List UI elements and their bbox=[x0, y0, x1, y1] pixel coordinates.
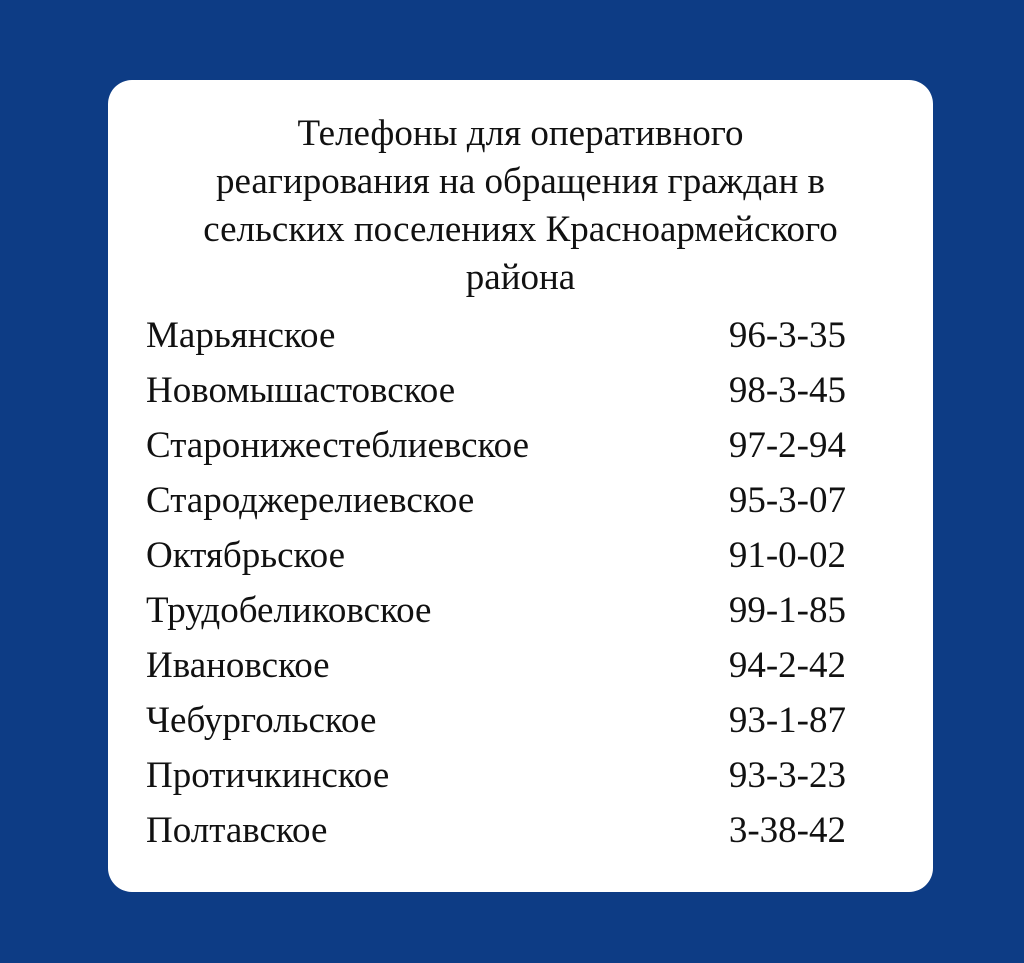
phone-number: 99-1-85 bbox=[728, 590, 846, 631]
table-row bbox=[146, 418, 846, 473]
settlement-name: Ивановское bbox=[146, 645, 330, 686]
phone-number: 94-2-42 bbox=[728, 645, 846, 686]
settlement-name: Старонижестеблиевское bbox=[146, 425, 530, 466]
phone-number: 97-2-94 bbox=[728, 425, 846, 466]
phone-number: 91-0-02 bbox=[728, 535, 846, 576]
table-row bbox=[146, 308, 846, 363]
settlement-name: Марьянское bbox=[146, 315, 336, 356]
phone-list-card bbox=[108, 80, 933, 892]
table-row bbox=[146, 803, 846, 858]
phone-number: 93-1-87 bbox=[728, 700, 846, 741]
settlement-name: Староджерелиевское bbox=[146, 480, 475, 521]
table-row bbox=[146, 638, 846, 693]
document-title: Телефоны для оперативного реагирования на обращения граждан в сельских поселениях Красноармейского района bbox=[203, 113, 838, 298]
settlement-name: Трудобеликовское bbox=[146, 590, 432, 631]
phone-number: 93-3-23 bbox=[728, 755, 846, 796]
table-row bbox=[146, 748, 846, 803]
table-row bbox=[146, 583, 846, 638]
settlement-name: Чебургольское bbox=[146, 700, 377, 741]
phone-table bbox=[146, 308, 846, 858]
phone-number: 96-3-35 bbox=[728, 315, 846, 356]
settlement-name: Октябрьское bbox=[146, 535, 346, 576]
phone-number: 98-3-45 bbox=[728, 370, 846, 411]
table-row bbox=[146, 693, 846, 748]
settlement-name: Полтавское bbox=[146, 810, 328, 851]
settlement-name: Протичкинское bbox=[146, 755, 390, 796]
table-row bbox=[146, 528, 846, 583]
phone-number: 3-38-42 bbox=[728, 810, 846, 851]
settlement-name: Новомышастовское bbox=[146, 370, 456, 411]
table-row bbox=[146, 473, 846, 528]
table-row bbox=[146, 363, 846, 418]
phone-number: 95-3-07 bbox=[728, 480, 846, 521]
